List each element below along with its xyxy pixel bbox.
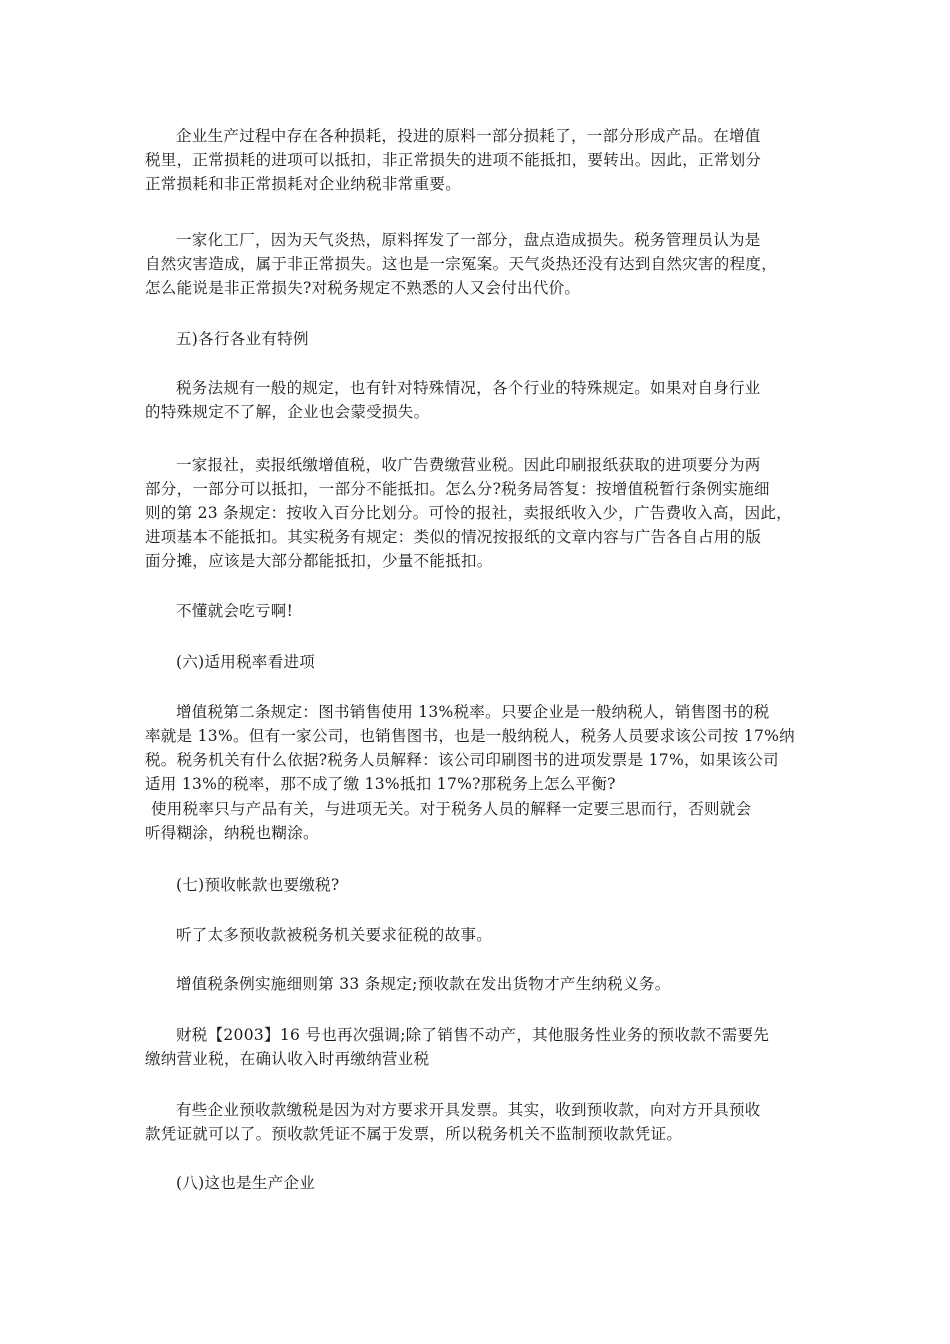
text-line: 一家报社，卖报纸缴增值税，收广告费缴营业税。因此印刷报纸获取的进项要分为两 [176,456,761,474]
text-line: 不懂就会吃亏啊! [176,602,294,620]
paragraph-newspaper [145,453,815,573]
text-line: 听得糊涂，纳税也糊涂。 [145,824,319,842]
paragraph-caishui-2003 [145,1023,815,1071]
text-line: 财税【2003】16 号也再次强调;除了销售不动产，其他服务性业务的预收款不需要先 [176,1026,770,1044]
heading-text: (七)预收帐款也要缴税? [176,876,340,894]
text-line: 增值税条例实施细则第 33 条规定;预收款在发出货物才产生纳税义务。 [176,975,671,993]
text-line: 听了太多预收款被税务机关要求征税的故事。 [176,926,493,944]
text-line: 适用 13%的税率，那不成了缴 13%抵扣 17%?那税务上怎么平衡? [145,775,616,793]
text-line: 怎么能说是非正常损失?对税务规定不熟悉的人又会付出代价。 [145,279,581,297]
section-heading-5 [145,327,815,351]
section-heading-6 [145,650,815,674]
text-line: 进项基本不能抵扣。其实税务有规定：类似的情况按报纸的文章内容与广告各自占用的版 [145,528,762,546]
text-line: 企业生产过程中存在各种损耗，投进的原料一部分损耗了，一部分形成产品。在增值 [176,127,761,145]
paragraph-book-sales [145,700,815,796]
text-line: 税里，正常损耗的进项可以抵扣，非正常损失的进项不能抵扣，要转出。因此，正常划分 [145,151,762,169]
text-line: 则的第 23 条规定：按收入百分比划分。可怜的报社，卖报纸收入少，广告费收入高，因此， [145,504,792,522]
section-heading-8 [145,1171,815,1195]
paragraph-loss-normal [145,124,815,196]
paragraph-article-33 [145,972,815,996]
text-line: 的特殊规定不了解，企业也会蒙受损失。 [145,403,430,421]
text-line: 款凭证就可以了。预收款凭证不属于发票，所以税务机关不监制预收款凭证。 [145,1125,683,1143]
text-line: 税。税务机关有什么依据?税务人员解释：该公司印刷图书的进项发票是 17%，如果该公司 [145,751,779,769]
text-line: 自然灾害造成，属于非正常损失。这也是一宗冤案。天气炎热还没有达到自然灾害的程度， [145,255,778,273]
text-line: 率就是 13%。但有一家公司，也销售图书，也是一般纳税人，税务人员要求该公司按 17%纳 [145,727,795,745]
paragraph-lose-out [145,599,815,623]
text-line: 一家化工厂，因为天气炎热，原料挥发了一部分，盘点造成损失。税务管理员认为是 [176,231,761,249]
heading-text: 五)各行各业有特例 [176,330,309,348]
text-line: 使用税率只与产品有关，与进项无关。对于税务人员的解释一定要三思而行，否则就会 [151,800,752,818]
heading-text: (六)适用税率看进项 [176,653,316,671]
text-line: 缴纳营业税，在确认收入时再缴纳营业税 [145,1050,430,1068]
heading-text: (八)这也是生产企业 [176,1174,316,1192]
text-line: 增值税第二条规定：图书销售使用 13%税率。只要企业是一般纳税人，销售图书的税 [176,703,770,721]
text-line: 部分，一部分可以抵扣，一部分不能抵扣。怎么分?税务局答复：按增值税暂行条例实施细 [145,480,770,498]
text-line: 有些企业预收款缴税是因为对方要求开具发票。其实，收到预收款，向对方开具预收 [176,1101,761,1119]
paragraph-rate-product [145,797,815,845]
paragraph-chemical-plant [145,228,815,300]
text-line: 正常损耗和非正常损耗对企业纳税非常重要。 [145,175,462,193]
paragraph-invoice [145,1098,815,1146]
text-line: 税务法规有一般的规定，也有针对特殊情况，各个行业的特殊规定。如果对自身行业 [176,379,761,397]
paragraph-prepaid-stories [145,923,815,947]
text-line: 面分摊，应该是大部分都能抵扣，少量不能抵扣。 [145,552,493,570]
section-heading-7 [145,873,815,897]
paragraph-special-rules [145,376,815,424]
